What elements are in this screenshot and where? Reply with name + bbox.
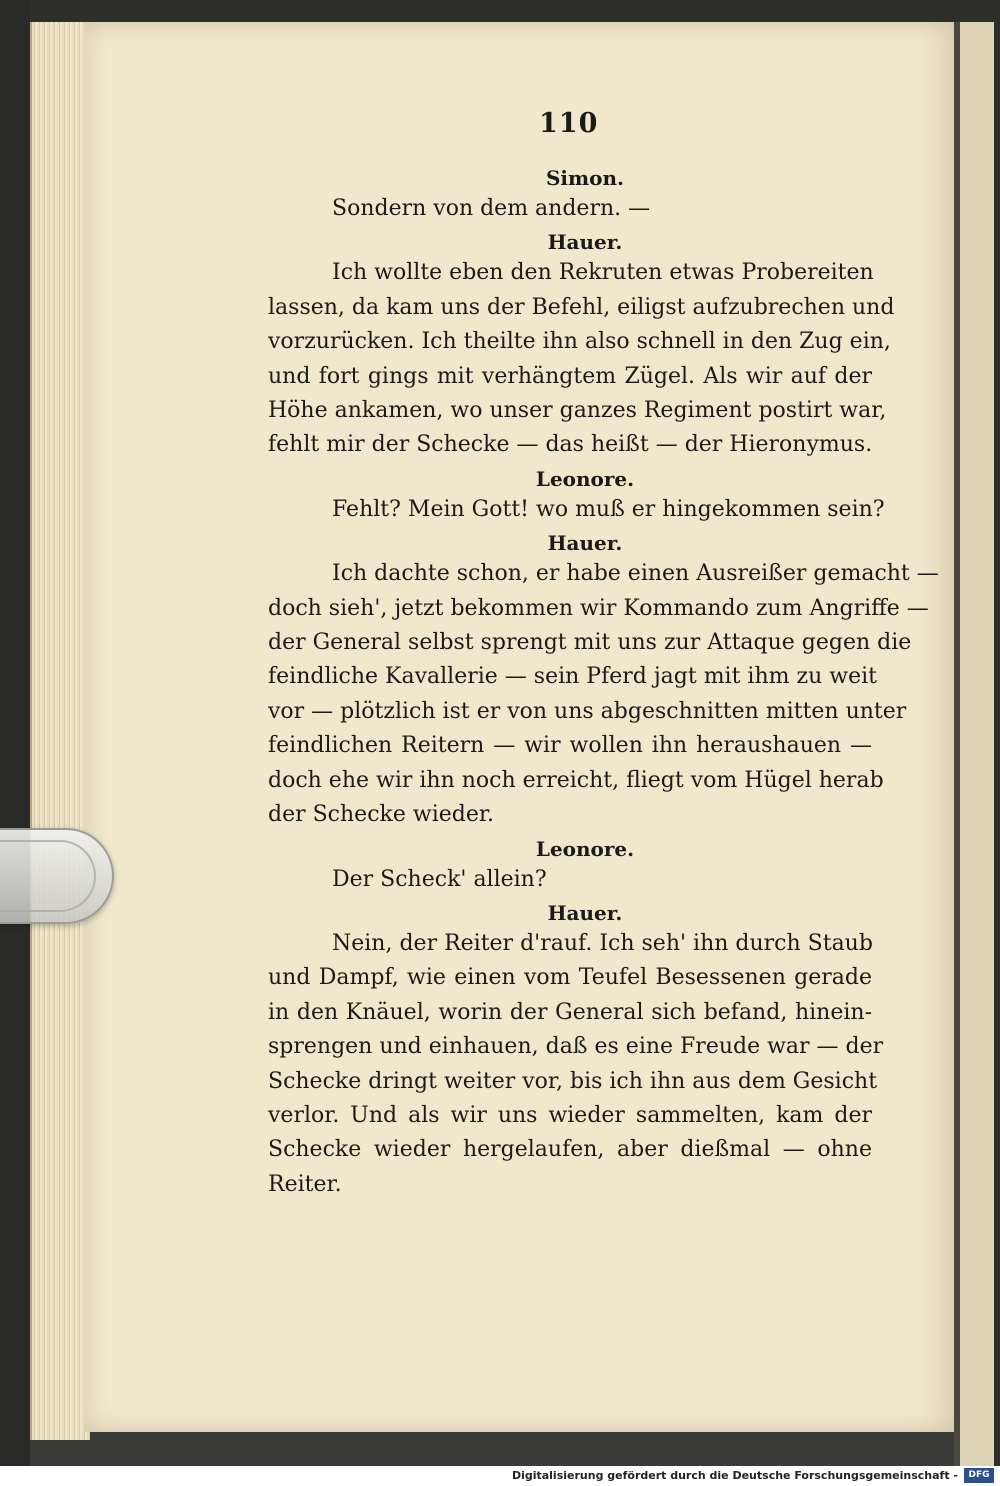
speaker-name: Hauer. xyxy=(547,900,623,925)
speech-paragraph xyxy=(268,927,884,1202)
facing-page-edge xyxy=(954,22,1000,1466)
drama-text xyxy=(268,164,939,1204)
speech-paragraph xyxy=(268,192,872,226)
speaker-name: Leonore. xyxy=(535,836,635,861)
dfg-logo: DFG xyxy=(964,1468,994,1483)
text-line: und fort gings mit verhängtem Zügel. Als wir auf der xyxy=(268,363,872,389)
text-line: vorzurücken. Ich theilte ihn also schnell in den Zug ein, xyxy=(268,329,891,355)
speaker-name: Hauer. xyxy=(547,230,623,255)
speech-paragraph xyxy=(268,493,885,527)
book-page-edges xyxy=(30,22,90,1440)
text-line: doch sieh', jetzt bekommen wir Kommando zum Angriffe — xyxy=(268,595,929,621)
text-line: fehlt mir der Schecke — das heißt — der Hieronymus. xyxy=(268,432,873,458)
text-line: verlor. Und als wir uns wieder sammelten, kam der xyxy=(268,1102,872,1128)
text-line: der Schecke wieder. xyxy=(268,802,494,828)
speech-paragraph xyxy=(268,557,939,832)
speaker-name: Leonore. xyxy=(535,466,635,491)
bookmark-clip-inner xyxy=(0,840,96,912)
text-line: Der Scheck' allein? xyxy=(332,866,547,892)
bookmark-clip xyxy=(0,828,114,924)
text-line: Reiter. xyxy=(268,1171,342,1197)
speech-paragraph xyxy=(268,863,872,897)
speaker-name: Simon. xyxy=(545,166,625,190)
page-number: 110 xyxy=(539,108,599,139)
text-line: doch ehe wir ihn noch erreicht, fliegt vom Hügel herab xyxy=(268,767,884,793)
text-line: Schecke wieder hergelaufen, aber dießmal — ohne xyxy=(268,1137,872,1163)
text-line: feindliche Kavallerie — sein Pferd jagt mit ihm zu weit xyxy=(268,664,877,690)
text-line: Nein, der Reiter d'rauf. Ich seh' ihn durch Staub xyxy=(332,930,873,956)
text-line: und Dampf, wie einen vom Teufel Besessenen gerade xyxy=(268,965,872,991)
text-line: in den Knäuel, worin der General sich befand, hinein- xyxy=(268,999,872,1025)
text-line: feindlichen Reitern — wir wollen ihn heraushauen — xyxy=(268,733,872,759)
text-line: sprengen und einhauen, daß es eine Freude war — der xyxy=(268,1034,884,1060)
text-line: vor — plötzlich ist er von uns abgeschnitten mitten unter xyxy=(268,698,907,724)
text-line: Schecke dringt weiter vor, bis ich ihn aus dem Gesicht xyxy=(268,1068,878,1094)
text-line: Höhe ankamen, wo unser ganzes Regiment postirt war, xyxy=(268,398,887,424)
scan-backdrop-top xyxy=(0,0,1000,24)
text-line: Ich wollte eben den Rekruten etwas Probereiten xyxy=(332,260,874,286)
speaker-name: Hauer. xyxy=(547,531,623,556)
text-line: Sondern von dem andern. — xyxy=(332,196,651,221)
footer-credit: Digitalisierung gefördert durch die Deutsche Forschungsgemeinschaft - xyxy=(511,1469,958,1482)
text-line: Ich dachte schon, er habe einen Ausreißer gemacht — xyxy=(332,561,939,587)
text-line: Fehlt? Mein Gott! wo muß er hingekommen sein? xyxy=(332,496,885,522)
speech-paragraph xyxy=(268,256,895,462)
text-line: der General selbst sprengt mit uns zur Attaque gegen die xyxy=(268,630,912,656)
text-line: lassen, da kam uns der Befehl, eiligst aufzubrechen und xyxy=(268,294,895,320)
scan-backdrop-left xyxy=(0,0,30,1466)
